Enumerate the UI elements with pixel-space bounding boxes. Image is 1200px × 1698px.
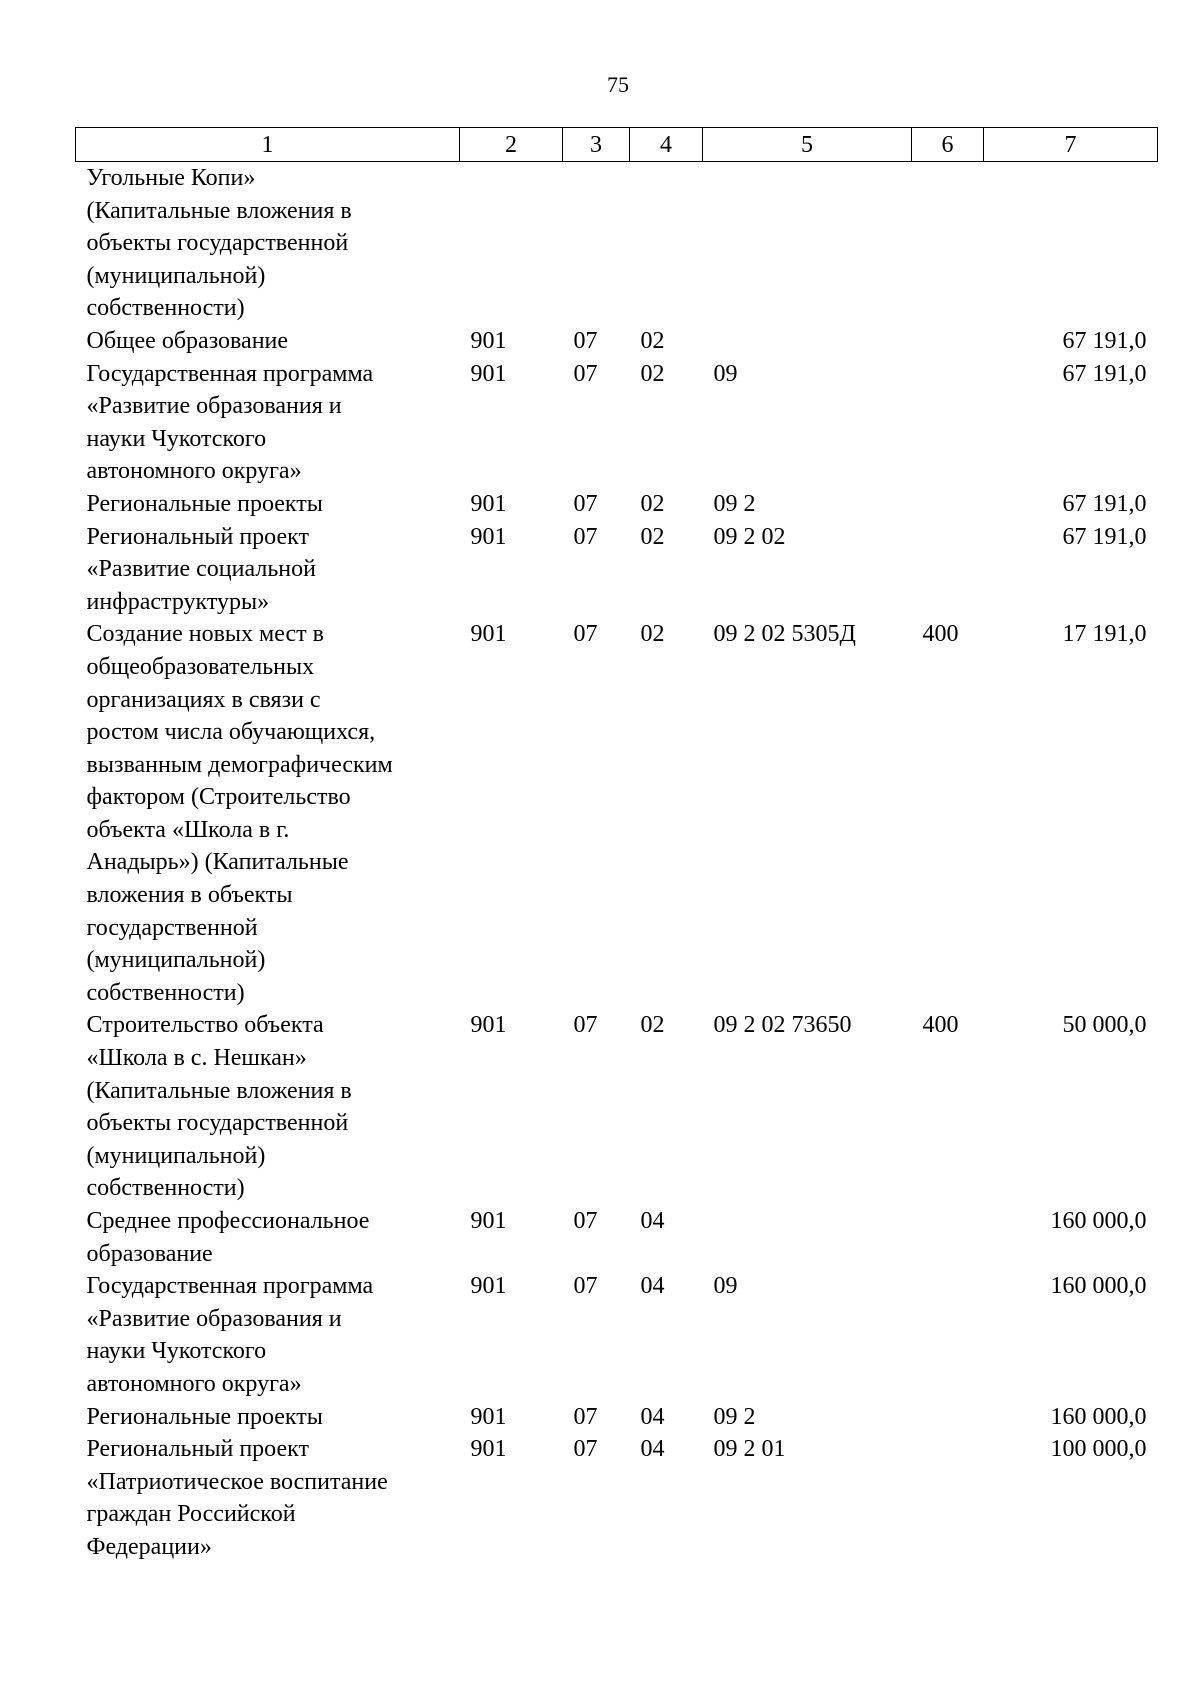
table-row [76, 1401, 1158, 1434]
expense-type-code [912, 1433, 984, 1563]
row-name-line: Строительство объекта [86, 1012, 324, 1039]
section-code: 07 [573, 1403, 598, 1430]
amount: 67 191,0 [1062, 490, 1147, 517]
row-name [76, 325, 460, 358]
row-name-line: образование [86, 1240, 213, 1267]
row-name-line: Региональные проекты [86, 490, 323, 517]
section-code: 07 [573, 490, 598, 517]
subsection-code: 02 [640, 327, 665, 354]
row-name [76, 488, 460, 521]
row-name-line: вложения в объекты [86, 882, 293, 909]
row-name-line: Анадырь») (Капитальные [86, 849, 349, 876]
table-row [76, 162, 1158, 325]
expense-type-code: 400 [922, 621, 959, 648]
row-name-line: фактором (Строительство [86, 784, 351, 811]
amount: 17 191,0 [1062, 621, 1147, 648]
table-row [76, 488, 1158, 521]
table-row [76, 1205, 1158, 1270]
table-body [76, 162, 1158, 1564]
row-name-line: организациях в связи с [86, 686, 321, 713]
row-name-line: Региональные проекты [86, 1403, 323, 1430]
ministry-code: 901 [470, 1403, 507, 1430]
page-number: 75 [607, 72, 629, 97]
ministry-code: 901 [470, 1273, 507, 1300]
table-header [76, 128, 1158, 162]
amount: 100 000,0 [1050, 1436, 1147, 1463]
expense-type-code [912, 358, 984, 488]
ministry-code: 901 [470, 360, 507, 387]
amount: 160 000,0 [1050, 1208, 1147, 1234]
row-name-line: «Развитие образования и [86, 1305, 342, 1332]
row-name-line: Угольные Копи» [86, 165, 256, 191]
target-article-code: 09 2 [713, 490, 756, 517]
ministry-code: 901 [470, 523, 507, 550]
target-article-code: 09 2 02 [713, 523, 786, 550]
row-name-line: Общее образование [86, 327, 289, 354]
row-name-line: (Капитальные вложения в [86, 197, 352, 224]
amount: 160 000,0 [1050, 1273, 1147, 1300]
row-name [76, 1205, 460, 1270]
row-name-line: Региональный проект [86, 1436, 309, 1463]
row-name-line: Создание новых мест в [86, 621, 324, 648]
table-row [76, 618, 1158, 1009]
column-header-2: 2 [460, 128, 563, 162]
row-name [76, 358, 460, 488]
row-name-line: объекты государственной [86, 230, 349, 257]
amount: 50 000,0 [1062, 1012, 1147, 1039]
column-header-1: 1 [76, 128, 460, 162]
section-code: 07 [573, 523, 598, 550]
column-header-4: 4 [630, 128, 703, 162]
section-code: 07 [573, 1012, 598, 1039]
subsection-code: 04 [640, 1403, 665, 1430]
row-name [76, 1433, 460, 1563]
subsection-code: 02 [640, 621, 665, 648]
table-row [76, 325, 1158, 358]
target-article-code [703, 325, 912, 358]
budget-table [75, 127, 1158, 1564]
amount: 67 191,0 [1062, 327, 1147, 354]
table-row [76, 521, 1158, 619]
subsection-code: 04 [640, 1436, 665, 1463]
subsection-code: 02 [640, 360, 665, 387]
row-name-line: граждан Российской [86, 1501, 296, 1528]
expense-type-code [912, 1401, 984, 1434]
section-code: 07 [573, 621, 598, 648]
ministry-code: 901 [470, 490, 507, 517]
subsection-code: 04 [640, 1208, 665, 1234]
row-name-line: (Капитальные вложения в [86, 1077, 352, 1104]
ministry-code: 901 [470, 1208, 507, 1234]
ministry-code: 901 [470, 1012, 507, 1039]
row-name-line: Федерации» [86, 1533, 212, 1560]
amount: 67 191,0 [1062, 523, 1147, 550]
amount [984, 162, 1158, 325]
row-name-line: автономного округа» [86, 458, 302, 485]
row-name-line: общеобразовательных [86, 653, 315, 680]
row-name-line: «Школа в с. Нешкан» [86, 1045, 307, 1072]
row-name-line: «Развитие образования и [86, 393, 342, 420]
section-code [563, 162, 630, 325]
table-row [76, 358, 1158, 488]
expense-type-code [912, 162, 984, 325]
column-header-7: 7 [984, 128, 1158, 162]
expense-type-code [912, 521, 984, 619]
amount: 160 000,0 [1050, 1403, 1147, 1430]
section-code: 07 [573, 1273, 598, 1300]
row-name-line: Среднее профессиональное [86, 1208, 370, 1234]
row-name-line: автономного округа» [86, 1370, 302, 1397]
subsection-code: 02 [640, 1012, 665, 1039]
target-article-code: 09 2 02 73650 [713, 1012, 852, 1039]
section-code: 07 [573, 360, 598, 387]
table-row [76, 1009, 1158, 1205]
ministry-code [460, 162, 563, 325]
row-name-line: ростом числа обучающихся, [86, 719, 376, 746]
row-name [76, 1401, 460, 1434]
expense-type-code: 400 [922, 1012, 959, 1039]
amount: 67 191,0 [1062, 360, 1147, 387]
row-name-line: «Патриотическое воспитание [86, 1468, 388, 1495]
table-row [76, 1270, 1158, 1400]
expense-type-code [912, 1205, 984, 1270]
row-name [76, 521, 460, 619]
row-name-line: науки Чукотского [86, 425, 267, 452]
row-name-line: Государственная программа [86, 360, 374, 387]
column-header-3: 3 [563, 128, 630, 162]
column-header-5: 5 [703, 128, 912, 162]
row-name-line: собственности) [86, 1175, 245, 1202]
ministry-code: 901 [470, 621, 507, 648]
row-name-line: (муниципальной) [86, 947, 266, 974]
row-name-line: инфраструктуры» [86, 588, 270, 615]
section-code: 07 [573, 1436, 598, 1463]
target-article-code [703, 1205, 912, 1270]
target-article-code: 09 [713, 360, 738, 387]
row-name-line: (муниципальной) [86, 1142, 266, 1169]
expense-type-code [912, 1270, 984, 1400]
column-header-6: 6 [912, 128, 984, 162]
target-article-code: 09 2 01 [713, 1436, 786, 1463]
row-name-line: Государственная программа [86, 1273, 374, 1300]
table-row [76, 1433, 1158, 1563]
subsection-code: 04 [640, 1273, 665, 1300]
row-name-line: «Развитие социальной [86, 556, 316, 583]
header-row [76, 128, 1158, 162]
target-article-code: 09 2 02 5305Д [713, 621, 856, 648]
row-name [76, 1009, 460, 1205]
row-name-line: объекта «Школа в г. [86, 816, 290, 843]
row-name-line: вызванным демографическим [86, 751, 393, 778]
target-article-code [703, 162, 912, 325]
row-name [76, 618, 460, 1009]
expense-type-code [912, 488, 984, 521]
row-name-line: объекты государственной [86, 1110, 349, 1137]
section-code: 07 [573, 327, 598, 354]
row-name-line: (муниципальной) [86, 262, 266, 289]
row-name-line: науки Чукотского [86, 1338, 267, 1365]
row-name [76, 162, 460, 325]
subsection-code: 02 [640, 523, 665, 550]
row-name-line: государственной [86, 914, 258, 941]
ministry-code: 901 [470, 1436, 507, 1463]
subsection-code [630, 162, 703, 325]
row-name-line: Региональный проект [86, 523, 309, 550]
row-name-line: собственности) [86, 295, 245, 322]
expense-type-code [912, 325, 984, 358]
section-code: 07 [573, 1208, 598, 1234]
ministry-code: 901 [470, 327, 507, 354]
target-article-code: 09 2 [713, 1403, 756, 1430]
subsection-code: 02 [640, 490, 665, 517]
row-name-line: собственности) [86, 979, 245, 1006]
target-article-code: 09 [713, 1273, 738, 1300]
row-name [76, 1270, 460, 1400]
